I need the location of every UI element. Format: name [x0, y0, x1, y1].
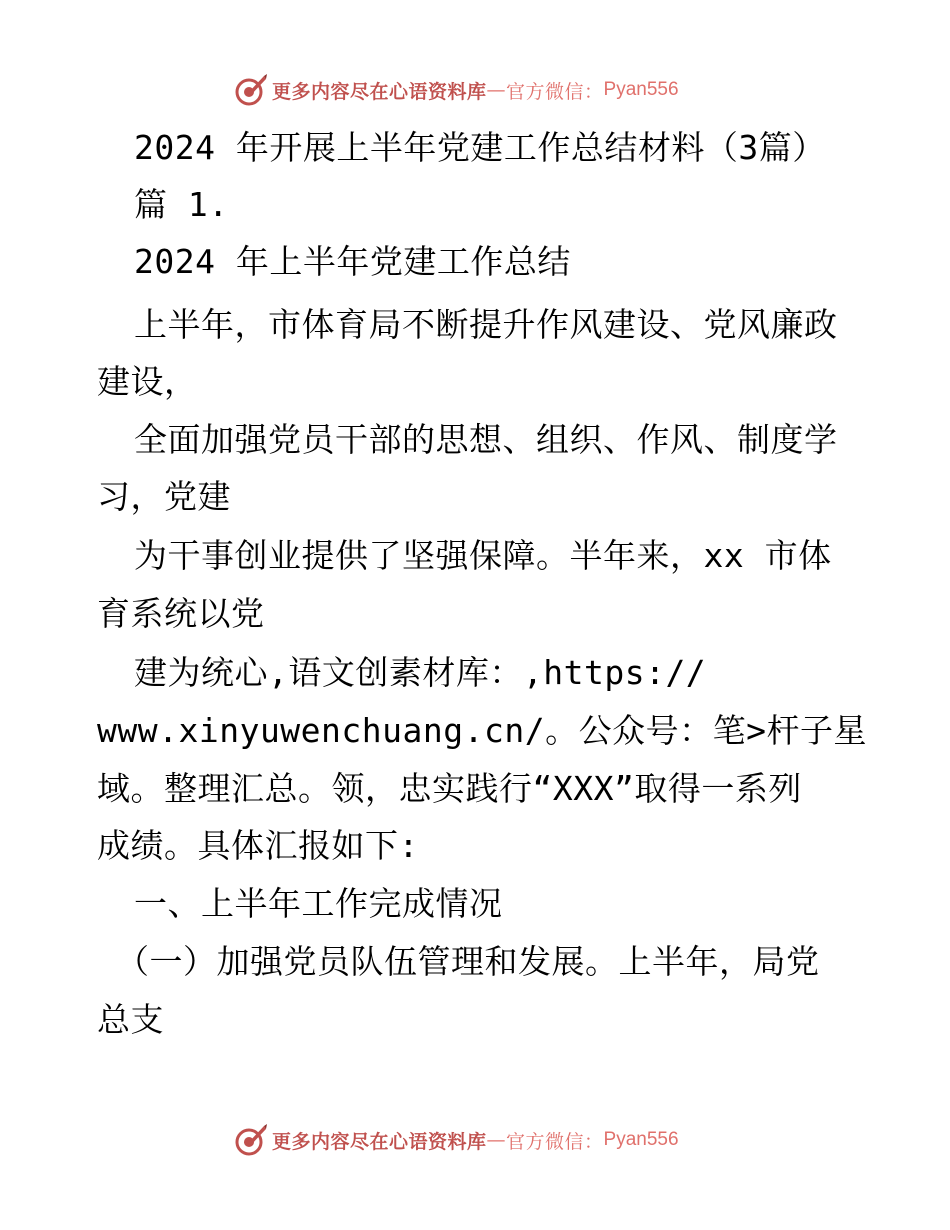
watermark-dash: —	[486, 79, 507, 101]
paragraph-line: 习，党建	[97, 477, 231, 516]
paragraph-line: 建为统心,语文创素材库：,https://	[134, 653, 707, 692]
watermark-wechat-label: 官方微信：	[506, 1130, 604, 1153]
document-title: 2024 年开展上半年党建工作总结材料（3篇）	[134, 128, 826, 167]
paragraph-line: 总支	[97, 1000, 164, 1039]
watermark-wechat-id: Pyan556	[603, 79, 679, 100]
paragraph-line: 上半年，市体育局不断提升作风建设、党风廉政	[134, 305, 838, 344]
paragraph-line: www.xinyuwenchuang.cn/。公众号：笔>杆子星	[97, 711, 867, 750]
watermark-text: 更多内容尽在心语资料库	[272, 1130, 487, 1153]
paragraph-line: 成绩。具体汇报如下:	[97, 826, 419, 865]
watermark-wechat-label: 官方微信：	[506, 80, 604, 103]
section-label: 篇 1.	[134, 185, 229, 224]
header-watermark	[234, 72, 679, 108]
paragraph-line: 域。整理汇总。领，忠实践行“XXX”取得一系列	[97, 769, 802, 808]
article-title: 2024 年上半年党建工作总结	[134, 242, 571, 281]
paragraph-line: 全面加强党员干部的思想、组织、作风、制度学	[134, 420, 838, 459]
paragraph-line: 育系统以党	[97, 594, 265, 633]
watermark-dash: —	[486, 1129, 507, 1151]
section-heading: 一、上半年工作完成情况	[134, 884, 503, 923]
watermark-wechat-id: Pyan556	[603, 1129, 679, 1150]
quill-logo-icon	[234, 73, 268, 107]
footer-watermark	[234, 1122, 679, 1158]
watermark-text: 更多内容尽在心语资料库	[272, 80, 487, 103]
paragraph-line: 建设，	[97, 362, 198, 401]
quill-logo-icon	[234, 1123, 268, 1157]
paragraph-line: （一）加强党员队伍管理和发展。上半年，局党	[116, 942, 820, 981]
paragraph-line: 为干事创业提供了坚强保障。半年来，xx 市体	[134, 536, 832, 575]
